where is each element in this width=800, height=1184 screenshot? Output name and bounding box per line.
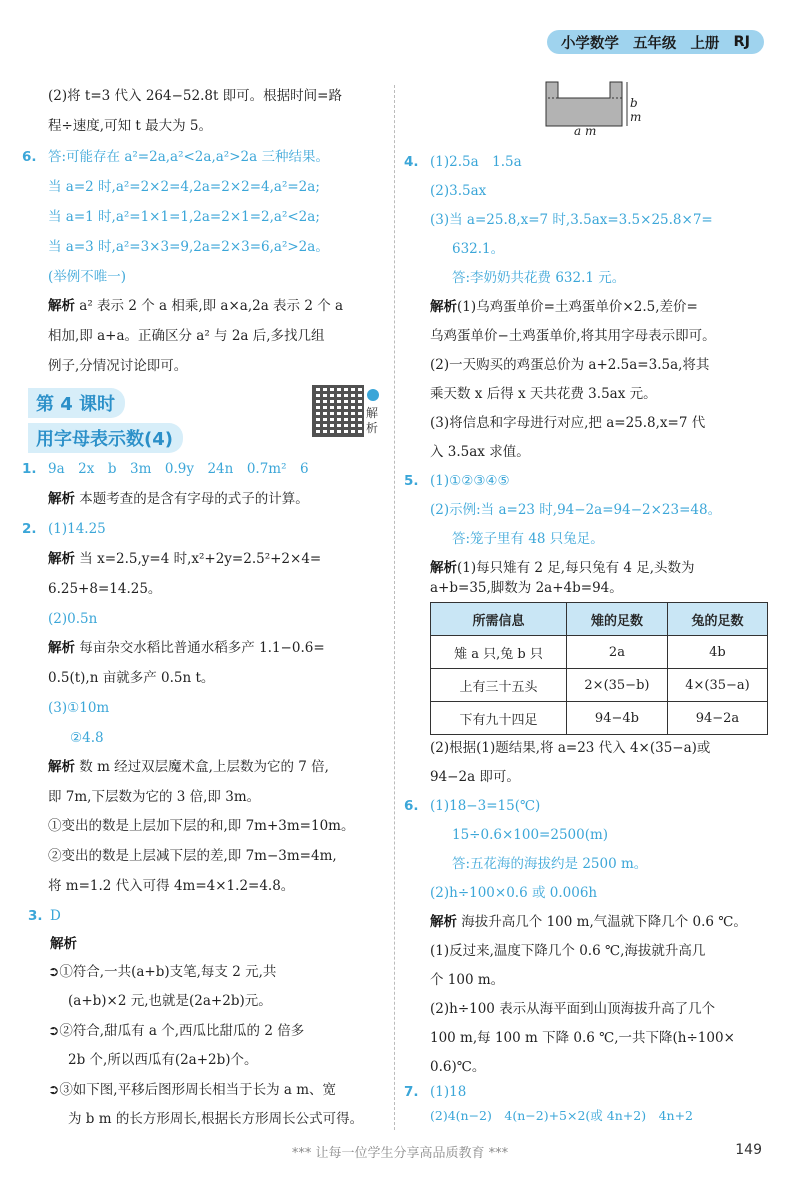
bullet-text: ③如下图,平移后图形周长相当于长为 a m、宽 (59, 1082, 337, 1098)
table-header: 所需信息 (431, 603, 567, 636)
bullet-line (48, 1080, 336, 1100)
answer-line: 当 a=2 时,a²=2×2=4,2a=2×2=4,a²=2a; (48, 179, 320, 195)
arrow-icon: ➲ (48, 1023, 60, 1039)
text-line: 例子,分情况讨论即可。 (48, 358, 188, 374)
text-line: 94−2a 即可。 (430, 769, 520, 785)
text-line: (2)一天购买的鸡蛋总价为 a+2.5a=3.5a,将其 (430, 357, 710, 373)
text-line: 程÷速度,可知 t 最大为 5。 (48, 118, 212, 134)
text-line: (2)将 t=3 代入 264−52.8t 即可。根据时间=路 (48, 88, 342, 104)
question-number: 1. (22, 461, 37, 477)
text-line: ②变出的数是上层减下层的差,即 7m−3m=4m, (48, 848, 337, 864)
qr-label: 解析 (366, 406, 379, 435)
table-cell: 雉 a 只,兔 b 只 (431, 636, 567, 669)
analysis-label: 解析 (430, 560, 457, 576)
analysis-label: 解析 (48, 640, 75, 656)
text-line: (2)h÷100 表示从海平面到山顶海拔升高了几个 (430, 1001, 716, 1017)
analysis-label: 解析 (430, 299, 457, 315)
table-cell: 下有九十四足 (431, 702, 567, 735)
table-header: 雉的足数 (566, 603, 667, 636)
text-line: 100 m,每 100 m 下降 0.6 ℃,一共下降(h÷100× (430, 1030, 735, 1046)
analysis-line (48, 757, 329, 777)
arrow-icon: ➲ (48, 1082, 60, 1098)
text-line: 乘天数 x 后得 x 天共花费 3.5ax 元。 (430, 386, 657, 402)
qr-code[interactable] (312, 385, 364, 437)
page-number: 149 (735, 1142, 762, 1158)
answer-line: (1)18−3=15(℃) (430, 798, 541, 814)
answer-line: 15÷0.6×100=2500(m) (452, 827, 609, 843)
text-line: (a+b)×2 元,也就是(2a+2b)元。 (68, 993, 272, 1009)
analysis-label: 解析 (48, 298, 75, 314)
lesson-title: 用字母表示数(4) (28, 423, 183, 453)
analysis-label: 解析 (50, 936, 77, 952)
header-tag (547, 30, 764, 54)
arrow-icon: ➲ (48, 964, 60, 980)
answer-line: (2)3.5ax (430, 183, 487, 199)
text-line: (1)反过来,温度下降几个 0.6 ℃,海拔就升高几 (430, 943, 706, 959)
answer-line: (1)①②③④⑤ (430, 473, 510, 489)
analysis-text: 本题考查的是含有字母的式子的计算。 (75, 491, 309, 507)
analysis-text: (1)乌鸡蛋单价=土鸡蛋单价×2.5,差价= (457, 299, 698, 315)
analysis-text: 每亩杂交水稻比普通水稻多产 1.1−0.6= (75, 640, 325, 656)
analysis-text: a² 表示 2 个 a 相乘,即 a×a,2a 表示 2 个 a (75, 298, 344, 314)
text-line: 即 7m,下层数为它的 3 倍,即 3m。 (48, 789, 261, 805)
question-number: 6. (22, 149, 37, 165)
text-line: 0.6)℃。 (430, 1059, 486, 1075)
answer-line: ②4.8 (70, 730, 104, 746)
text-line: 个 100 m。 (430, 972, 505, 988)
table-row (431, 702, 768, 735)
bullet-line (48, 1021, 304, 1041)
text-line: 6.25+8=14.25。 (48, 581, 162, 597)
analysis-line (48, 489, 309, 509)
analysis-label: 解析 (48, 491, 75, 507)
text-line: (3)将信息和字母进行对应,把 a=25.8,x=7 代 (430, 415, 706, 431)
analysis-line (48, 296, 343, 316)
text-line: 为 b m 的长方形周长,根据长方形周长公式可得。 (68, 1111, 364, 1127)
table-header-row (431, 603, 768, 636)
analysis-line (430, 912, 747, 932)
answer-line: (1)2.5a 1.5a (430, 154, 522, 170)
answer-line: (3)①10m (48, 700, 110, 716)
question-number: 5. (404, 473, 419, 489)
question-number: 4. (404, 154, 419, 170)
footer-slogan: *** 让每一位学生分享高品质教育 *** (291, 1146, 509, 1161)
text-line: ①变出的数是上层加下层的和,即 7m+3m=10m。 (48, 818, 355, 834)
header-subject: 小学数学 (560, 35, 619, 52)
column-divider (394, 85, 395, 1130)
question-number: 3. (28, 908, 43, 924)
table-row (431, 669, 768, 702)
table-row (431, 636, 768, 669)
table-cell: 94−2a (667, 702, 767, 735)
bullet-line (48, 962, 276, 982)
answer-line: 答:李奶奶共花费 632.1 元。 (452, 270, 626, 286)
answer-line: 当 a=1 时,a²=1×1=1,2a=2×1=2,a²<2a; (48, 209, 320, 225)
answer-line: (2)4(n−2) 4(n−2)+5×2(或 4n+2) 4n+2 (430, 1108, 694, 1123)
analysis-line (48, 549, 321, 569)
answer-line: 9a 2x b 3m 0.9y 24n 0.7m² 6 (48, 461, 309, 477)
text-line: 0.5(t),n 亩就多产 0.5n t。 (48, 670, 215, 686)
table-cell: 上有三十五头 (431, 669, 567, 702)
answer-line: 答:五花海的海拔约是 2500 m。 (452, 856, 648, 872)
analysis-line (430, 297, 698, 317)
table-header: 兔的足数 (667, 603, 767, 636)
analysis-text: 数 m 经过双层魔术盒,上层数为它的 7 倍, (75, 759, 329, 775)
header-volume: 上册 (690, 35, 720, 52)
analysis-label: 解析 (430, 914, 457, 930)
question-number: 6. (404, 798, 419, 814)
table-cell: 2×(35−b) (566, 669, 667, 702)
analysis-text: (1)每只雉有 2 足,每只兔有 4 足,头数为 (457, 560, 695, 576)
bullet-text: ②符合,甜瓜有 a 个,西瓜比甜瓜的 2 倍多 (59, 1023, 305, 1039)
rectangle-figure (540, 78, 650, 138)
text-line: 将 m=1.2 代入可得 4m=4×1.2=4.8。 (48, 878, 295, 894)
text-line: (2)根据(1)题结果,将 a=23 代入 4×(35−a)或 (430, 740, 711, 756)
table-cell: 2a (566, 636, 667, 669)
analysis-label: 解析 (48, 551, 75, 567)
answer-line: 当 a=3 时,a²=3×3=9,2a=2×3=6,a²>2a。 (48, 239, 329, 255)
text-line: 相加,即 a+a。正确区分 a² 与 2a 后,多找几组 (48, 328, 325, 344)
table-cell: 4×(35−a) (667, 669, 767, 702)
answer-line: 答:可能存在 a²=2a,a²<2a,a²>2a 三种结果。 (48, 149, 329, 165)
lesson-number: 第 4 课时 (28, 388, 125, 418)
header-edition: RJ (733, 34, 750, 50)
question-number: 7. (404, 1084, 419, 1100)
text-line: 入 3.5ax 求值。 (430, 444, 530, 460)
answer-line: (举例不唯一) (48, 269, 127, 285)
header-grade: 五年级 (632, 35, 677, 52)
text-line: 乌鸡蛋单价−土鸡蛋单价,将其用字母表示即可。 (430, 328, 716, 344)
answer-line: (2)h÷100×0.6 或 0.006h (430, 885, 598, 901)
table-cell: 94−4b (566, 702, 667, 735)
play-icon[interactable] (367, 389, 379, 401)
answer-line: 632.1。 (452, 241, 505, 257)
analysis-line (48, 638, 325, 658)
text-line: 2b 个,所以西瓜有(2a+2b)个。 (68, 1052, 258, 1068)
answer-line: 答:笼子里有 48 只兔足。 (452, 531, 604, 547)
info-table (430, 602, 768, 735)
analysis-line (430, 558, 695, 578)
width-label: a m (574, 124, 597, 138)
bullet-text: ①符合,一共(a+b)支笔,每支 2 元,共 (59, 964, 277, 980)
analysis-label: 解析 (48, 759, 75, 775)
question-number: 2. (22, 521, 37, 537)
answer-line: (1)14.25 (48, 521, 106, 537)
answer-line: (2)示例:当 a=23 时,94−2a=94−2×23=48。 (430, 502, 722, 518)
text-line: a+b=35,脚数为 2a+4b=94。 (430, 580, 623, 596)
answer-line: (1)18 (430, 1084, 467, 1100)
answer-line: D (50, 908, 61, 924)
answer-line: (2)0.5n (48, 611, 98, 627)
answer-line: (3)当 a=25.8,x=7 时,3.5ax=3.5×25.8×7= (430, 212, 713, 228)
table-cell: 4b (667, 636, 767, 669)
analysis-text: 当 x=2.5,y=4 时,x²+2y=2.5²+2×4= (75, 551, 322, 567)
height-label: b m (630, 96, 642, 124)
analysis-text: 海拔升高几个 100 m,气温就下降几个 0.6 ℃。 (457, 914, 747, 930)
